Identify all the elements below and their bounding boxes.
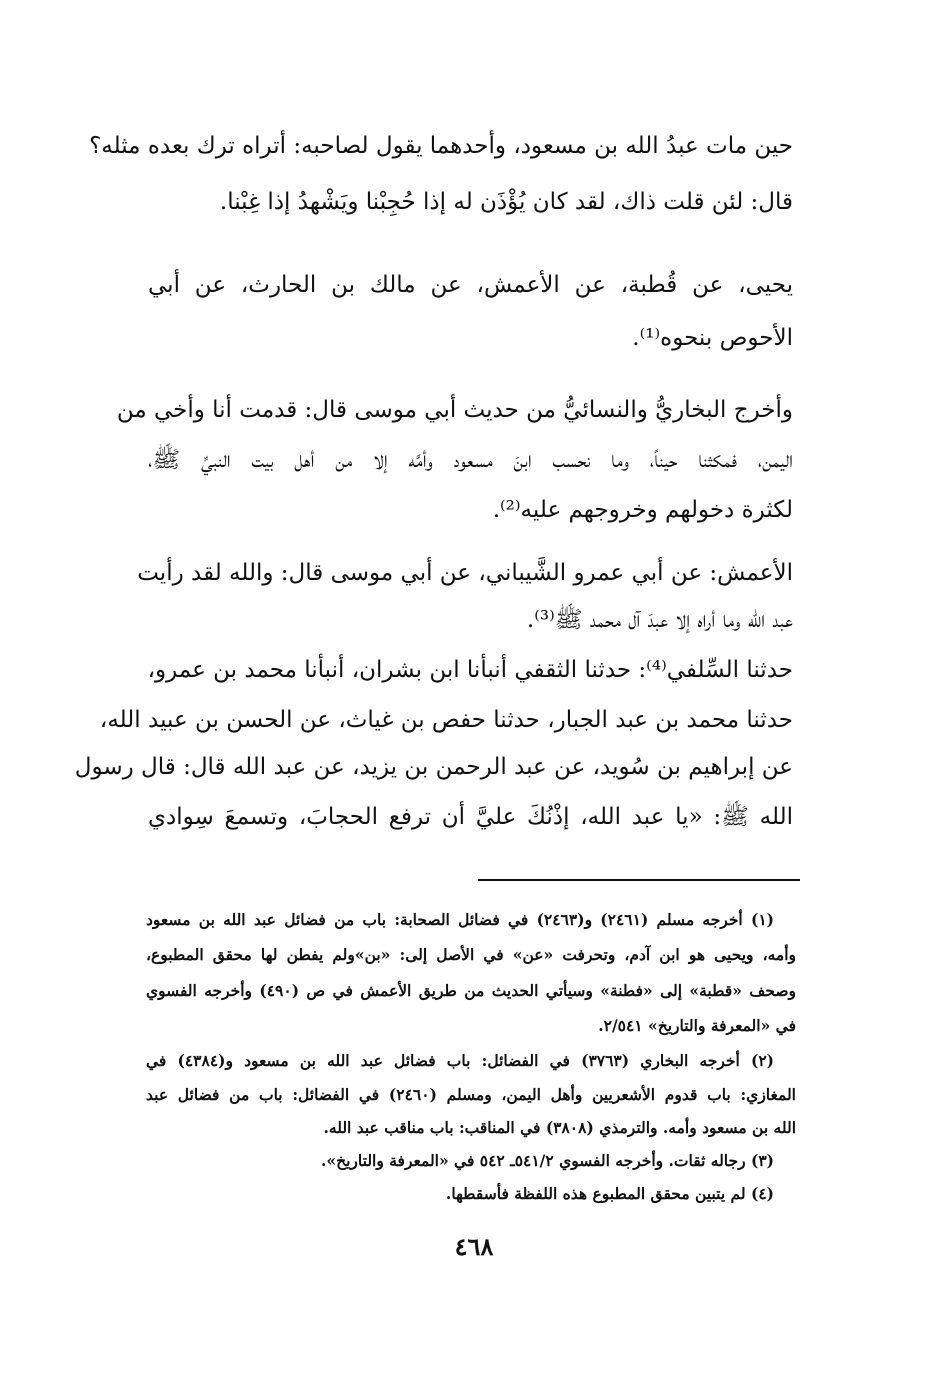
footnote-line: وأمه، ويحيى هو ابن آدم، وتحرفت «عن» في الأصل إلى: «بن»ولم يفطن لها محقق المطبوع، <box>146 945 796 964</box>
text-line: الله ﷺ: «يا عبد الله، إذْنُكَ عليَّ أن ترفع الحجابَ، وتسمعَ سِوادي <box>148 804 793 830</box>
footnote-line: (٤) لم يتبين محقق المطبوع هذه اللفظة فأسقطها. <box>445 1184 774 1203</box>
text-line: لكثرة دخولهم وخروجهم عليه⁽²⁾. <box>492 497 793 523</box>
text-line: الأحوص بنحوه⁽¹⁾. <box>632 325 793 351</box>
footnote-line: (١) أخرجه مسلم (٢٤٦١) و(٢٤٦٣) في فضائل الصحابة: باب من فضائل عبد الله بن مسعود <box>146 910 774 929</box>
text-line: عن إبراهيم بن سُويد، عن عبد الرحمن بن يزيد، عن عبد الله قال: قال رسول <box>74 754 793 780</box>
footnote-separator <box>478 879 800 881</box>
text-line: حدثنا السِّلفي⁽⁴⁾: حدثنا الثقفي أنبأنا ابن بشران، أنبأنا محمد بن عمرو، <box>147 657 793 683</box>
text-line: حين مات عبدُ الله بن مسعود، وأحدهما يقول لصاحبه: أتراه ترك بعده مثله؟ <box>89 133 793 159</box>
footnote-line: المغازي: باب قدوم الأشعريين وأهل اليمن، ومسلم (٢٤٦٠) في الفضائل: باب من فضائل عبد <box>146 1085 796 1104</box>
text-line: الأعمش: عن أبي عمرو الشَّيباني، عن أبي موسى قال: والله لقد رأيت <box>137 560 793 586</box>
text-line: يحيى، عن قُطبة، عن الأعمش، عن مالك بن الحارث، عن أبي <box>148 272 793 298</box>
footnote-line: وصحف «قطبة» إلى «فطنة» وسيأتي الحديث من طريق الأعمش في ص (٤٩٠) وأخرجه الفسوي <box>146 981 796 1000</box>
footnote-line: في «المعرفة والتاريخ» ٢/٥٤١. <box>598 1016 796 1035</box>
page-number: ٤٦٨ <box>454 1232 494 1261</box>
text-line: اليمن، فمكثنا حيناً، وما نحسب ابنَ مسعود وأمَّه إلا من أهل بيت النبيِّ ﷺ، <box>148 447 793 473</box>
text-line: حدثنا محمد بن عبد الجبار، حدثنا حفص بن غياث، عن الحسن بن عبيد الله، <box>99 707 793 733</box>
footnote-line: الله بن مسعود وأمه. والترمذي (٣٨٠٨) في المناقب: باب مناقب عبد الله. <box>323 1118 796 1137</box>
footnote-line: (٣) رجاله ثقات. وأخرجه الفسوي ٥٤١/٢ـ ٥٤٢ في «المعرفة والتاريخ». <box>321 1151 774 1170</box>
text-line: وأخرج البخاريُّ والنسائيُّ من حديث أبي موسى قال: قدمت أنا وأخي من <box>116 397 793 423</box>
footnote-line: (٢) أخرجه البخاري (٣٧٦٣) في الفضائل: باب فضائل عبد الله بن مسعود و(٤٣٨٤) في <box>146 1051 774 1070</box>
text-line: قال: لئن قلت ذاك، لقد كان يُؤْذَن له إذا حُجِبْنا ويَشْهدُ إذا غِبْنا. <box>219 189 793 215</box>
text-line: عبد الله وما أراه إلا عبدَ آل محمد ﷺ⁽³⁾. <box>526 607 793 633</box>
